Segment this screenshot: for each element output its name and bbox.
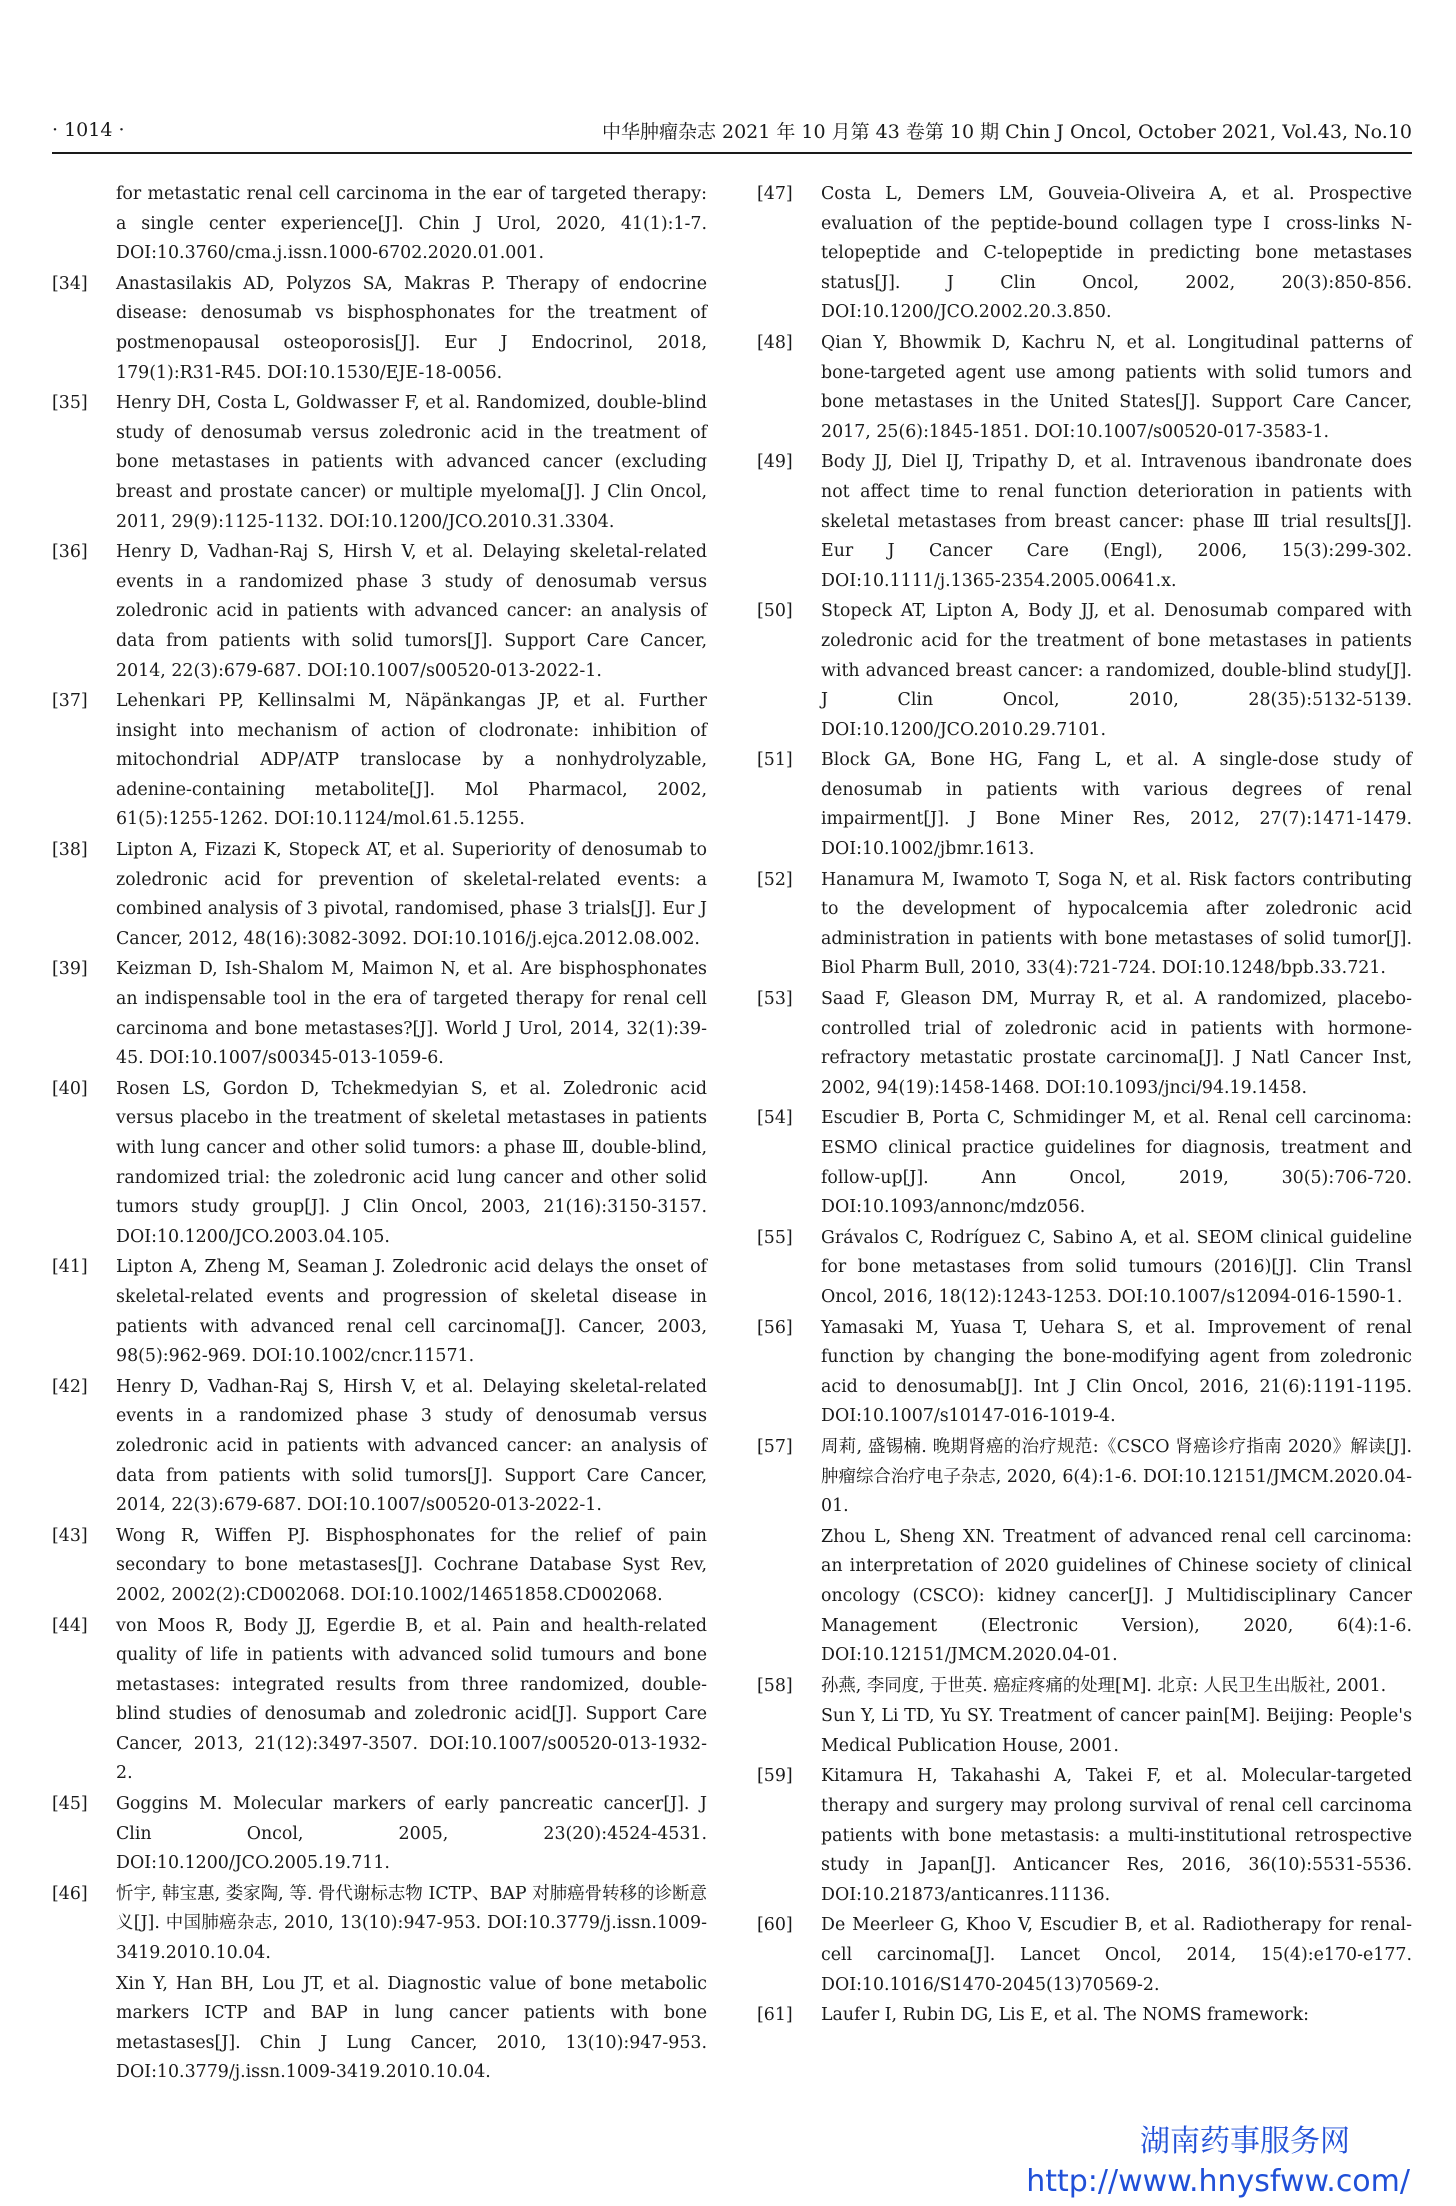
reference-text: 忻宇, 韩宝惠, 娄家陶, 等. 骨代谢标志物 ICTP、BAP 对肺癌骨转移的诊断意义[J]. 中国肺癌杂志, 2010, 13(10):947-953. DOI:10.3779/j.issn.1009-3419.2010.10.04. [116, 1883, 707, 1964]
reference-entry [52, 538, 707, 686]
reference-number: [52] [757, 869, 793, 890]
reference-number: [61] [757, 2005, 793, 2026]
reference-entry [52, 1253, 707, 1371]
reference-text: Stopeck AT, Lipton A, Body JJ, et al. Denosumab compared with zoledronic acid for the treatment of bone metastases in patients with advanced breast cancer: a randomized, double-blind study[J]. J Clin Oncol, 2010, 28(35):5132-5139. DOI:10.1200/JCO.2010.29.7101. [821, 601, 1412, 740]
reference-text: Rosen LS, Gordon D, Tchekmedyian S, et al. Zoledronic acid versus placebo in the treatment of skeletal metastases in patients with lung cancer and other solid tumors: a phase Ⅲ, double-blind, randomized trial: the zoledronic acid lung cancer and other solid tumors study group[J]. J Clin Oncol, 2003, 21(16):3150-3157. DOI:10.1200/JCO.2003.04.105. [116, 1078, 707, 1247]
reference-text: Escudier B, Porta C, Schmidinger M, et al. Renal cell carcinoma: ESMO clinical practice guidelines for diagnosis, treatment and follow-up[J]. Ann Oncol, 2019, 30(5):706-720. DOI:10.1093/annonc/mdz056. [821, 1108, 1412, 1218]
reference-number: [48] [757, 332, 793, 353]
reference-column-right [757, 180, 1412, 2032]
reference-number: [38] [52, 840, 88, 861]
reference-text: Qian Y, Bhowmik D, Kachru N, et al. Longitudinal patterns of bone-targeted agent use among patients with solid tumors and bone metastases in the United States[J]. Support Care Cancer, 2017, 25(6):1845-1851. DOI:10.1007/s00520-017-3583-1. [821, 332, 1412, 442]
reference-entry [52, 1880, 707, 1969]
reference-text: Keizman D, Ish-Shalom M, Maimon N, et al. Are bisphosphonates an indispensable tool in the era of targeted therapy for renal cell carcinoma and bone metastases?[J]. World J Urol, 2014, 32(1):39-45. DOI:10.1007/s00345-013-1059-6. [116, 959, 707, 1069]
reference-translation [757, 1702, 1412, 1761]
reference-entry [757, 1672, 1412, 1702]
reference-entry [757, 597, 1412, 745]
journal-running-head: 中华肿瘤杂志 2021 年 10 月第 43 卷第 10 期 Chin J Oncol, October 2021, Vol.43, No.10 [601, 120, 1412, 143]
reference-number: [54] [757, 1108, 793, 1129]
reference-number: [50] [757, 601, 793, 622]
reference-text: Saad F, Gleason DM, Murray R, et al. A randomized, placebo-controlled trial of zoledronic acid in patients with hormone-refractory metastatic prostate carcinoma[J]. J Natl Cancer Inst, 2002, 94(19):1458-1468. DOI:10.1093/jnci/94.19.1458. [821, 989, 1412, 1098]
reference-text: Anastasilakis AD, Polyzos SA, Makras P. Therapy of endocrine disease: denosumab vs bisphosphonates for the treatment of postmenopausal osteoporosis[J]. Eur J Endocrinol, 2018, 179(1):R31-R45. DOI:10.1530/EJE-18-0056. [116, 273, 707, 383]
reference-number: [51] [757, 750, 793, 771]
reference-text: Henry D, Vadhan-Raj S, Hirsh V, et al. Delaying skeletal-related events in a randomized phase 3 study of denosumab versus zoledronic acid in patients with advanced cancer: an analysis of data from patients with solid tumors[J]. Support Care Cancer, 2014, 22(3):679-687. DOI:10.1007/s00520-013-2022-1. [116, 1376, 707, 1516]
reference-entry [757, 180, 1412, 328]
reference-text: Zhou L, Sheng XN. Treatment of advanced renal cell carcinoma: an interpretation of 2020 guidelines of Chinese society of clinical oncology (CSCO): kidney cancer[J]. J Multidisciplinary Cancer Management (Electronic Version), 2020, 6(4):1-6. DOI:10.12151/JMCM.2020.04-01. [821, 1526, 1412, 1666]
reference-text: Sun Y, Li TD, Yu SY. Treatment of cancer pain[M]. Beijing: People's Medical Publication House, 2001. [821, 1706, 1412, 1756]
reference-entry [757, 985, 1412, 1103]
reference-text: Henry DH, Costa L, Goldwasser F, et al. Randomized, double-blind study of denosumab versus zoledronic acid in the treatment of bone metastases in patients with advanced cancer (excluding breast and prostate cancer) or multiple myeloma[J]. J Clin Oncol, 2011, 29(9):1125-1132. DOI:10.1200/JCO.2010.31.3304. [116, 393, 707, 532]
reference-text: Hanamura M, Iwamoto T, Soga N, et al. Risk factors contributing to the development of hypocalcemia after zoledronic acid administration in patients with bone metastases of solid tumor[J]. Biol Pharm Bull, 2010, 33(4):721-724. DOI:10.1248/bpb.33.721. [821, 869, 1412, 979]
watermark [1010, 2122, 1410, 2202]
reference-number: [36] [52, 542, 88, 563]
reference-entry [52, 1612, 707, 1790]
reference-number: [59] [757, 1766, 793, 1787]
reference-number: [35] [52, 393, 88, 414]
reference-number: [40] [52, 1078, 88, 1099]
reference-translation [757, 1523, 1412, 1671]
reference-entry [757, 448, 1412, 596]
reference-text: 孙燕, 李同度, 于世英. 癌症疼痛的处理[M]. 北京: 人民卫生出版社, 2001. [821, 1675, 1387, 1696]
reference-number: [47] [757, 184, 793, 204]
reference-entry [52, 270, 707, 388]
reference-entry [757, 329, 1412, 447]
reference-text: Grávalos C, Rodríguez C, Sabino A, et al. SEOM clinical guideline for bone metastases from solid tumours (2016)[J]. Clin Transl Oncol, 2016, 18(12):1243-1253. DOI:10.1007/s12094-016-1590-1. [821, 1227, 1412, 1307]
reference-text: Lipton A, Fizazi K, Stopeck AT, et al. Superiority of denosumab to zoledronic acid for prevention of skeletal-related events: a combined analysis of 3 pivotal, randomised, phase 3 trials[J]. Eur J Cancer, 2012, 48(16):3082-3092. DOI:10.1016/j.ejca.2012.08.002. [116, 840, 707, 949]
reference-entry [52, 1522, 707, 1611]
reference-number: [41] [52, 1257, 88, 1278]
reference-text: von Moos R, Body JJ, Egerdie B, et al. Pain and health-related quality of life in patients with advanced solid tumours and bone metastases: integrated results from three randomized, double-blind studies of denosumab and zoledronic acid[J]. Support Care Cancer, 2013, 21(12):3497-3507. DOI:10.1007/s00520-013-1932-2. [116, 1615, 707, 1784]
reference-number: [58] [757, 1675, 793, 1696]
reference-entry [52, 1373, 707, 1521]
page-number: · 1014 · [52, 119, 125, 141]
reference-number: [55] [757, 1227, 793, 1248]
reference-text: Lipton A, Zheng M, Seaman J. Zoledronic acid delays the onset of skeletal-related events and progression of skeletal disease in patients with advanced renal cell carcinoma[J]. Cancer, 2003, 98(5):962-969. DOI:10.1002/cncr.11571. [116, 1257, 707, 1367]
header-rule [52, 152, 1412, 154]
reference-number: [37] [52, 691, 88, 712]
reference-text: Wong R, Wiffen PJ. Bisphosphonates for the relief of pain secondary to bone metastases[J]. Cochrane Database Syst Rev, 2002, 2002(2):CD002068. DOI:10.1002/14651858.CD002068. [116, 1525, 707, 1605]
watermark-site-name: 湖南药事服务网 [1140, 2124, 1350, 2159]
reference-text: Body JJ, Diel IJ, Tripathy D, et al. Intravenous ibandronate does not affect time to renal function deterioration in patients with skeletal metastases from breast cancer: phase Ⅲ trial results[J]. Eur J Cancer Care (Engl), 2006, 15(3):299-302. DOI:10.1111/j.1365-2354.2005.00641.x. [821, 452, 1412, 591]
reference-translation [52, 180, 707, 269]
reference-entry [757, 1911, 1412, 2000]
reference-number: [34] [52, 273, 88, 294]
reference-translation [52, 1970, 707, 2088]
reference-column-left [52, 180, 707, 2089]
reference-entry [757, 866, 1412, 984]
page-header [52, 112, 1412, 148]
reference-number: [53] [757, 989, 793, 1010]
reference-entry [757, 1762, 1412, 1910]
reference-number: [45] [52, 1794, 88, 1815]
reference-number: [43] [52, 1525, 88, 1546]
reference-entry [757, 1104, 1412, 1222]
reference-number: [60] [757, 1915, 793, 1936]
reference-number: [49] [757, 452, 793, 473]
reference-text: Laufer I, Rubin DG, Lis E, et al. The NOMS framework: [821, 2005, 1310, 2026]
reference-number: [39] [52, 959, 88, 980]
reference-entry [757, 1433, 1412, 1522]
reference-text: De Meerleer G, Khoo V, Escudier B, et al. Radiotherapy for renal-cell carcinoma[J]. Lancet Oncol, 2014, 15(4):e170-e177. DOI:10.1016/S1470-2045(13)70569-2. [821, 1915, 1412, 1995]
reference-entry [757, 1224, 1412, 1313]
reference-entry [757, 746, 1412, 864]
reference-text: Lehenkari PP, Kellinsalmi M, Näpänkangas JP, et al. Further insight into mechanism of action of clodronate: inhibition of mitochondrial ADP/ATP translocase by a nonhydrolyzable, adenine-containing metabolite[J]. Mol Pharmacol, 2002, 61(5):1255-1262. DOI:10.1124/mol.61.5.1255. [116, 691, 707, 830]
reference-number: [56] [757, 1317, 793, 1338]
watermark-url[interactable]: http://www.hnysfww.com/ [1026, 2164, 1410, 2199]
reference-number: [57] [757, 1436, 793, 1457]
reference-text: Goggins M. Molecular markers of early pancreatic cancer[J]. J Clin Oncol, 2005, 23(20):4524-4531. DOI:10.1200/JCO.2005.19.711. [116, 1794, 707, 1874]
reference-text: Block GA, Bone HG, Fang L, et al. A single-dose study of denosumab in patients with various degrees of renal impairment[J]. J Bone Miner Res, 2012, 27(7):1471-1479. DOI:10.1002/jbmr.1613. [821, 750, 1412, 860]
reference-text: for metastatic renal cell carcinoma in the ear of targeted therapy: a single center experience[J]. Chin J Urol, 2020, 41(1):1-7. DOI:10.3760/cma.j.issn.1000-6702.2020.01.001. [116, 184, 707, 264]
reference-text: 周莉, 盛锡楠. 晚期肾癌的治疗规范:《CSCO 肾癌诊疗指南 2020》解读[J]. 肿瘤综合治疗电子杂志, 2020, 6(4):1-6. DOI:10.12151/JMCM.2020.04-01. [821, 1436, 1412, 1517]
reference-entry [52, 955, 707, 1073]
reference-text: Henry D, Vadhan-Raj S, Hirsh V, et al. Delaying skeletal-related events in a randomized phase 3 study of denosumab versus zoledronic acid in patients with advanced cancer: an analysis of data from patients with solid tumors[J]. Support Care Cancer, 2014, 22(3):679-687. DOI:10.1007/s00520-013-2022-1. [116, 542, 707, 681]
reference-entry [757, 2001, 1412, 2031]
reference-text: Xin Y, Han BH, Lou JT, et al. Diagnostic value of bone metabolic markers ICTP and BAP in lung cancer patients with bone metastases[J]. Chin J Lung Cancer, 2010, 13(10):947-953. DOI:10.3779/j.issn.1009-3419.2010.10.04. [116, 1973, 707, 2083]
reference-entry [52, 1790, 707, 1879]
reference-number: [44] [52, 1615, 88, 1636]
reference-entry [52, 1075, 707, 1253]
reference-entry [757, 1314, 1412, 1432]
reference-text: Kitamura H, Takahashi A, Takei F, et al. Molecular-targeted therapy and surgery may prolong survival of renal cell carcinoma patients with bone metastasis: a multi-institutional retrospective study in Japan[J]. Anticancer Res, 2016, 36(10):5531-5536. DOI:10.21873/anticanres.11136. [821, 1766, 1412, 1905]
reference-entry [52, 687, 707, 835]
reference-entry [52, 389, 707, 537]
reference-text: Yamasaki M, Yuasa T, Uehara S, et al. Improvement of renal function by changing the bone-modifying agent from zoledronic acid to denosumab[J]. Int J Clin Oncol, 2016, 21(6):1191-1195. DOI:10.1007/s10147-016-1019-4. [821, 1317, 1412, 1427]
reference-entry [52, 836, 707, 954]
reference-number: [46] [52, 1883, 88, 1904]
reference-number: [42] [52, 1376, 88, 1397]
reference-text: Costa L, Demers LM, Gouveia-Oliveira A, et al. Prospective evaluation of the peptide-bound collagen type Ⅰ cross-links N-telopeptide and C-telopeptide in predicting bone metastases status[J]. J Clin Oncol, 2002, 20(3):850-856. DOI:10.1200/JCO.2002.20.3.850. [821, 184, 1412, 323]
